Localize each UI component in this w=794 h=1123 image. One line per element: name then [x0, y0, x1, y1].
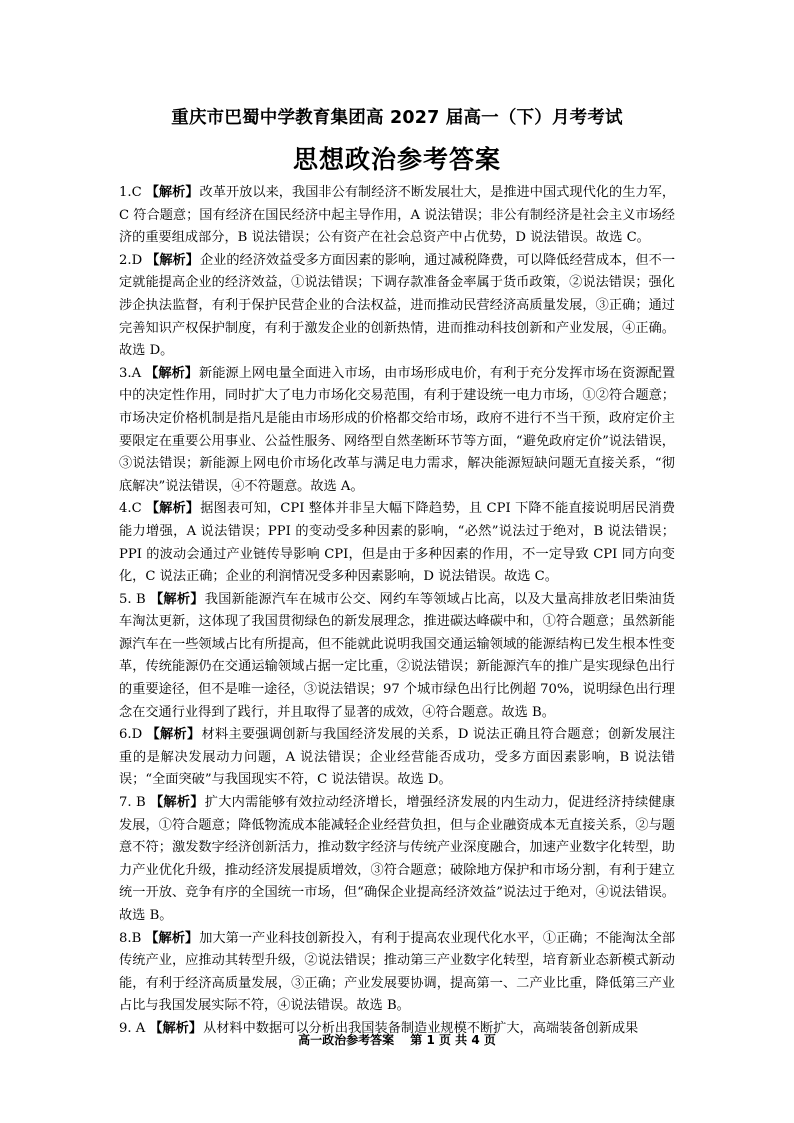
exam-title: 重庆市巴蜀中学教育集团高 2027 届高一（下）月考考试 — [171, 108, 623, 128]
answer-number: 7. B — [119, 795, 146, 811]
answer-number: 1.C — [119, 185, 142, 200]
answer-explanation: 企业的经济效益受多方面因素的影响，通过减税降费，可以降低经营成本，但不一定就能提高企业的经济效益，①说法错误；下调存款准备金率属于货币政策，②说法错误；强化涉企执法监督，有利于保护民营企业的合法权益，进而推动民营经济高质量发展，③正确；通过完善知识产权保护制度，有利于激发企业的创新热情，进而推动科技创新和产业发展，④正确。故选 D。 — [119, 252, 676, 359]
answers-section — [119, 182, 675, 1041]
analysis-tag: 【解析】 — [145, 501, 200, 517]
answer-number: 6.D — [119, 727, 143, 743]
answer-item — [119, 498, 675, 588]
footer-label: 高一政治参考答案 — [298, 1033, 395, 1047]
answer-number: 8.B — [119, 930, 142, 946]
analysis-tag: 【解析】 — [145, 365, 199, 381]
answer-item — [119, 724, 675, 792]
analysis-tag: 【解析】 — [149, 1020, 203, 1036]
answer-item — [119, 250, 675, 363]
answer-number: 9. A — [119, 1020, 146, 1036]
answer-explanation: 据图表可知，CPI 整体并非呈大幅下降趋势，且 CPI 下降不能直接说明居民消费能力增强，A 说法错误；PPI 的变动受多种因素的影响，“必然”说法过于绝对，B 说法错误；PPI 的波动会通过产业链传导影响 CPI，但是由于多种因素的作用，不一定导致 CPI 同方向变化，C 说法正确；企业的利润情况受多种因素影响，D 说法错误。故选 C。 — [119, 501, 676, 585]
analysis-tag: 【解析】 — [146, 252, 199, 268]
answer-explanation: 扩大内需能够有效拉动经济增长，增强经济发展的内生动力，促进经济持续健康发展，①符合题意；降低物流成本能减轻企业经营负担，但与企业融资成本无直接关系，②与题意不符；激发数字经济创新活力，推动数字经济与传统产业深度融合，加速产业数字化转型，助力产业优化升级，推动经济发展提质增效，③符合题意；破除地方保护和市场分割，有利于建立统一开放、竞争有序的全国统一市场，但“确保企业提高经济效益”说法过于绝对，④说法错误。故选 B。 — [119, 795, 676, 923]
analysis-tag: 【解析】 — [146, 727, 201, 743]
page-footer — [0, 1031, 794, 1048]
page-number: 第 1 页 共 4 页 — [410, 1033, 496, 1047]
analysis-tag: 【解析】 — [145, 185, 199, 200]
answer-number: 4.C — [119, 501, 142, 517]
answer-explanation: 改革开放以来，我国非公有制经济不断发展壮大，是推进中国式现代化的生力军，C 符合题意；国有经济在国民经济中起主导作用，A 说法错误；非公有制经济是社会主义市场经济的重要组成部分，B 说法错误；公有资产在社会总资产中占优势，D 说法错误。故选 C。 — [119, 185, 676, 246]
analysis-tag: 【解析】 — [149, 795, 204, 811]
answer-explanation: 我国新能源汽车在城市公交、网约车等领域占比高，以及大量高排放老旧柴油货车淘汰更新，这体现了我国贯彻绿色的新发展理念，推进碳达峰碳中和，①符合题意；虽然新能源汽车在一些领域占比有所提高，但不能就此说明我国交通运输领域的能源结构已发生根本性变革，传统能源仍在交通运输领域占据一定比重，②说法错误；新能源汽车的推广是实现绿色出行的重要途径，但不是唯一途径，③说法错误；97 个城市绿色出行比例超 70%，说明绿色出行理念在交通行业得到了践行，并且取得了显著的成效，④符合题意。故选 B。 — [119, 591, 676, 720]
answer-item — [119, 928, 675, 1018]
answer-item — [119, 589, 675, 725]
answer-explanation: 从材料中数据可以分析出我国装备制造业规模不断扩大，高端装备创新成果 — [203, 1020, 639, 1036]
document-header — [100, 106, 694, 176]
answer-number: 5. B — [119, 591, 146, 607]
analysis-tag: 【解析】 — [149, 591, 204, 607]
answer-explanation: 加大第一产业科技创新投入，有利于提高农业现代化水平，①正确；不能淘汰全部传统产业，应推动其转型升级，②说法错误；推动第三产业数字化转型，培育新业态新模式新动能，有利于经济高质量发展，③正确；产业发展要协调，提高第一、二产业比重，降低第三产业占比与我国发展实际不符，④说法错误。故选 B。 — [119, 930, 676, 1014]
answer-number: 3.A — [119, 365, 142, 381]
answer-item — [119, 792, 675, 928]
answer-item — [119, 182, 675, 250]
answer-key-title: 思想政治参考答案 — [292, 145, 501, 174]
answer-explanation: 材料主要强调创新与我国经济发展的关系，D 说法正确且符合题意；创新发展注重的是解决发展动力问题，A 说法错误；企业经营能否成功，受多方面因素影响，B 说法错误；“全面突破”与我国现实不符，C 说法错误。故选 D。 — [119, 727, 676, 788]
answer-item — [119, 363, 675, 499]
answer-number: 2.D — [119, 252, 143, 268]
answer-explanation: 新能源上网电量全面进入市场，由市场形成电价，有利于充分发挥市场在资源配置中的决定性作用，同时扩大了电力市场化交易范围，有利于建设统一电力市场，①②符合题意；市场决定价格机制是指凡是能由市场形成的价格都交给市场，政府不进行不当干预，政府定价主要限定在重要公用事业、公益性服务、网络型自然垄断环节等方面，“避免政府定价”说法错误，③说法错误；新能源上网电价市场化改革与满足电力需求，解决能源短缺问题无直接关系，“彻底解决”说法错误，④不符题意。故选 A。 — [119, 365, 676, 494]
analysis-tag: 【解析】 — [145, 930, 199, 946]
